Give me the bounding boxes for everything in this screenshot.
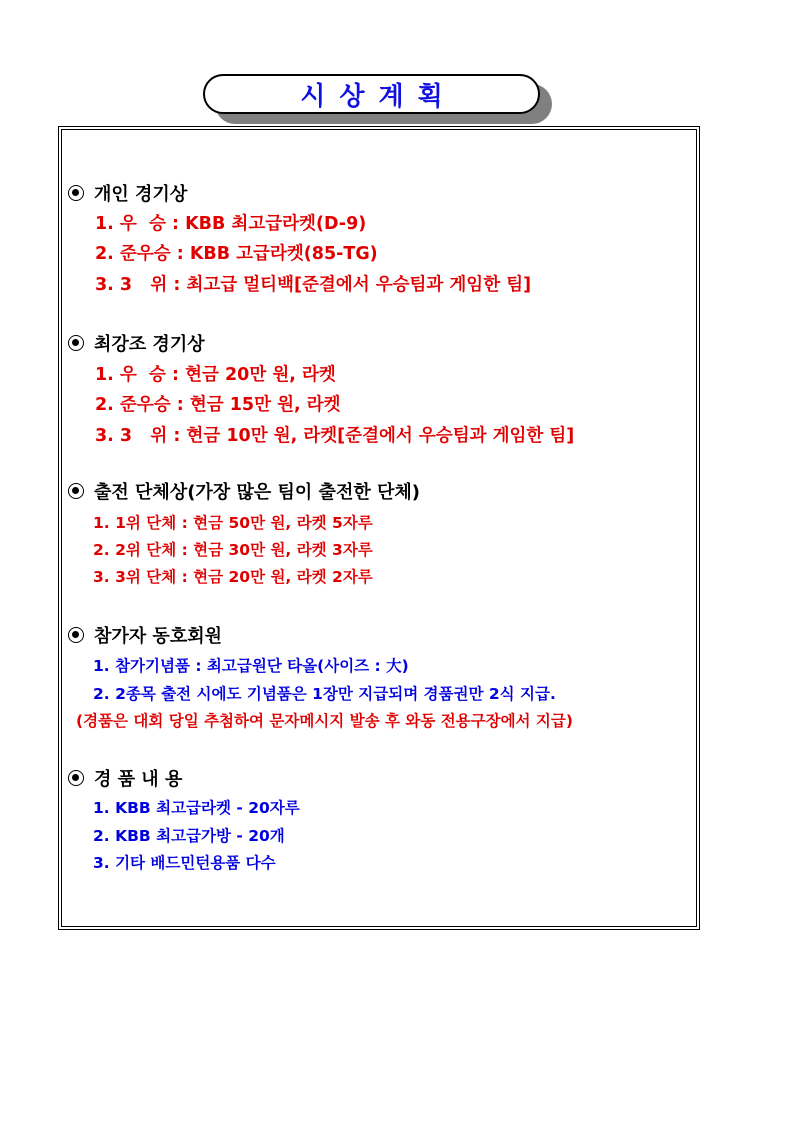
list-item-note: (경품은 대회 당일 추첨하여 문자메시지 발송 후 와동 전용구장에서 지급) xyxy=(76,712,573,730)
section-heading-text: 출전 단체상(가장 많은 팀이 출전한 단체) xyxy=(94,482,420,503)
section-individual-heading xyxy=(68,181,187,205)
bullet-icon xyxy=(68,483,84,499)
section-prize-heading xyxy=(68,766,182,790)
list-item: 1. 1위 단체 : 현금 50만 원, 라켓 5자루 xyxy=(93,514,373,532)
list-item: 2. 준우승 : KBB 고급라켓(85-TG) xyxy=(95,244,378,264)
section-group-heading xyxy=(68,479,420,503)
title-box xyxy=(203,74,540,114)
list-item: 1. 우 승 : 현금 20만 원, 라켓 xyxy=(95,365,336,385)
list-item: 3. 기타 배드민턴용품 다수 xyxy=(93,854,276,872)
list-item: 2. 2위 단체 : 현금 30만 원, 라켓 3자루 xyxy=(93,541,373,559)
list-item: 1. KBB 최고급라켓 - 20자루 xyxy=(93,799,300,817)
list-item: 2. 준우승 : 현금 15만 원, 라켓 xyxy=(95,395,341,415)
section-participant-heading xyxy=(68,623,222,647)
section-heading-text: 참가자 동호회원 xyxy=(94,626,222,647)
section-strongest-heading xyxy=(68,331,205,355)
list-item: 1. 우 승 : KBB 최고급라켓(D-9) xyxy=(95,214,367,234)
bullet-icon xyxy=(68,335,84,351)
bullet-icon xyxy=(68,770,84,786)
list-item: 3. 3 위 : 현금 10만 원, 라켓[준결에서 우승팀과 게임한 팀] xyxy=(95,426,575,446)
list-item: 2. 2종목 출전 시에도 기념품은 1장만 지급되며 경품권만 2식 지급. xyxy=(93,685,556,703)
list-item: 3. 3위 단체 : 현금 20만 원, 라켓 2자루 xyxy=(93,568,373,586)
section-heading-text: 최강조 경기상 xyxy=(94,334,205,355)
bullet-icon xyxy=(68,185,84,201)
section-heading-text: 개인 경기상 xyxy=(94,184,188,205)
title-banner xyxy=(203,74,556,126)
section-heading-text: 경 품 내 용 xyxy=(94,769,183,790)
list-item: 2. KBB 최고급가방 - 20개 xyxy=(93,827,285,845)
list-item: 3. 3 위 : 최고급 멀티백[준결에서 우승팀과 게임한 팀] xyxy=(95,275,532,295)
page-title: 시상계획 xyxy=(300,81,457,112)
list-item: 1. 참가기념품 : 최고급원단 타올(사이즈 : 大) xyxy=(93,657,409,675)
bullet-icon xyxy=(68,627,84,643)
